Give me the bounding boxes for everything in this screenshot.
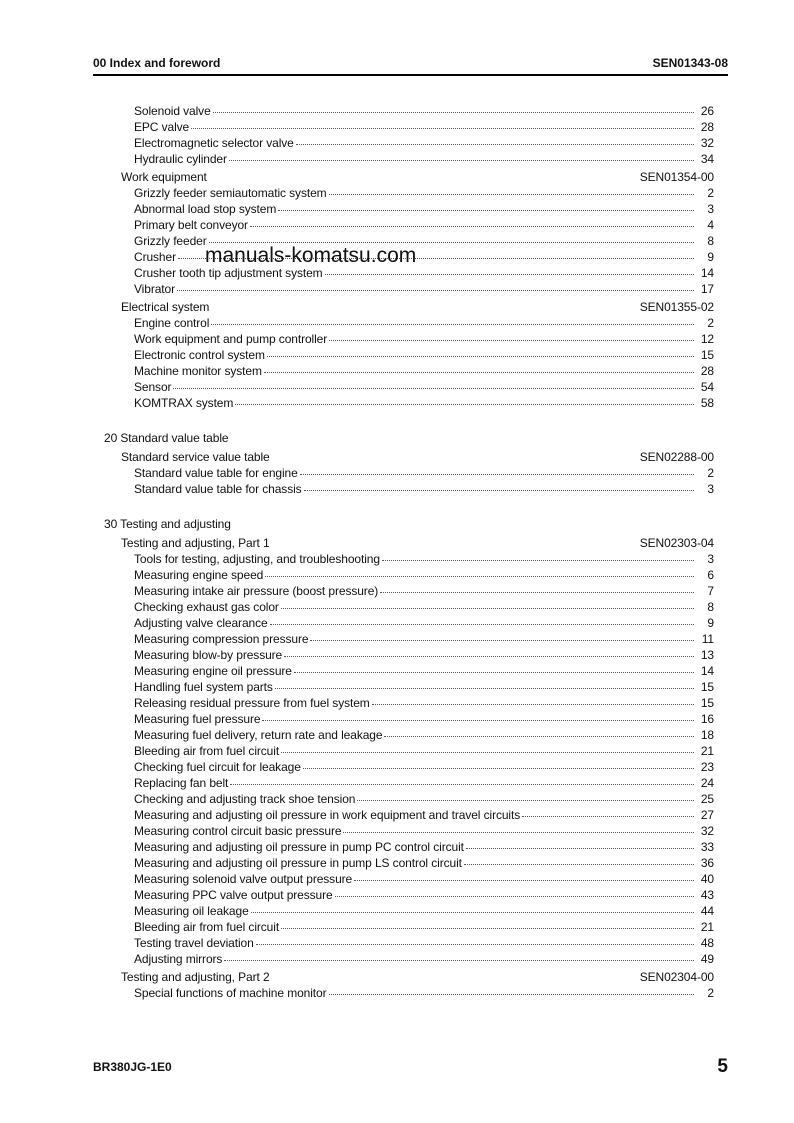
watermark: manuals-komatsu.com [205, 244, 417, 267]
toc-page-number: 13 [700, 648, 714, 662]
toc-entry[interactable] [104, 631, 714, 647]
toc-page-number: 23 [700, 760, 714, 774]
toc-page-number: 9 [707, 250, 714, 264]
toc-page-number: 17 [700, 282, 714, 296]
page-header [93, 53, 728, 73]
toc-label: Replacing fan belt [134, 776, 229, 790]
toc-entry[interactable] [104, 103, 714, 119]
toc-label: Measuring engine speed [134, 568, 264, 582]
toc-label: Special functions of machine monitor [134, 986, 327, 1000]
toc-page-number: 2 [707, 316, 714, 330]
toc-page-number: 54 [700, 380, 714, 394]
toc-entry[interactable] [104, 663, 714, 679]
toc-label: Crusher [134, 250, 176, 264]
toc-entry[interactable] [104, 887, 714, 903]
toc-label: Sensor [134, 380, 172, 394]
toc-page-number: 49 [700, 952, 714, 966]
dot-leader [522, 816, 694, 817]
dot-leader [275, 688, 694, 689]
toc-document-code: SEN02288-00 [639, 450, 714, 464]
toc-label: Testing and adjusting, Part 2 [121, 970, 270, 984]
toc-page-number: 40 [700, 872, 714, 886]
toc-page-number: 12 [700, 332, 714, 346]
toc-label: KOMTRAX system [134, 396, 234, 410]
toc-entry[interactable] [104, 807, 714, 823]
toc-label: Grizzly feeder semiautomatic system [134, 186, 327, 200]
chapter-title: 00 Index and foreword [93, 56, 221, 70]
toc-entry[interactable] [104, 791, 714, 807]
toc-section [104, 299, 714, 315]
dot-leader [230, 784, 694, 785]
toc-page-number: 16 [700, 712, 714, 726]
dot-leader [357, 800, 694, 801]
toc-page-number: 11 [701, 632, 714, 646]
toc-page-number: 9 [707, 616, 714, 630]
toc-section [104, 535, 714, 551]
toc-label: Primary belt conveyor [134, 218, 248, 232]
toc-page-number: 28 [700, 364, 714, 378]
dot-leader [177, 290, 694, 291]
toc-label: Testing travel deviation [134, 936, 254, 950]
toc-chapter [104, 516, 714, 532]
toc-page-number: 36 [700, 856, 714, 870]
toc-page-number: 33 [700, 840, 714, 854]
toc-label: Electrical system [121, 300, 210, 314]
toc-label: Work equipment and pump controller [134, 332, 328, 346]
toc-entry[interactable] [104, 679, 714, 695]
toc-label: Measuring fuel delivery, return rate and leakage [134, 728, 383, 742]
toc-page-number: 8 [707, 234, 714, 248]
toc-page-number: 26 [700, 104, 714, 118]
toc-page-number: 15 [700, 696, 714, 710]
toc-page-number: 3 [707, 482, 714, 496]
toc-document-code: SEN02304-00 [639, 970, 714, 984]
toc-label: Measuring intake air pressure (boost pressure) [134, 584, 379, 598]
dot-leader [303, 768, 694, 769]
toc-entry[interactable] [104, 743, 714, 759]
toc-entry[interactable] [104, 823, 714, 839]
toc-entry[interactable] [104, 919, 714, 935]
dot-leader [256, 944, 694, 945]
dot-leader [264, 372, 694, 373]
toc-entry[interactable] [104, 331, 714, 347]
toc-entry[interactable] [104, 647, 714, 663]
toc-entry[interactable] [104, 855, 714, 871]
dot-leader [267, 356, 694, 357]
toc-entry[interactable] [104, 281, 714, 297]
toc-section [104, 169, 714, 185]
toc-label: Measuring engine oil pressure [134, 664, 292, 678]
toc-label: Testing and adjusting, Part 1 [121, 536, 270, 550]
dot-leader [278, 210, 694, 211]
dot-leader [229, 160, 694, 161]
dot-leader [235, 404, 694, 405]
toc-document-code: SEN01355-02 [639, 300, 714, 314]
toc-label: Vibrator [134, 282, 176, 296]
toc-page-number: 44 [700, 904, 714, 918]
toc-section [104, 449, 714, 465]
dot-leader [294, 672, 694, 673]
dot-leader [211, 324, 694, 325]
toc-page-number: 27 [700, 808, 714, 822]
dot-leader [213, 112, 694, 113]
dot-leader [251, 912, 694, 913]
dot-leader [329, 194, 694, 195]
toc-label: Abnormal load stop system [134, 202, 277, 216]
toc-label: Crusher tooth tip adjustment system [134, 266, 323, 280]
toc-label: Bleeding air from fuel circuit [134, 920, 280, 934]
dot-leader [173, 388, 694, 389]
toc-label: Adjusting valve clearance [134, 616, 268, 630]
toc-entry[interactable] [104, 695, 714, 711]
toc-page-number: 28 [700, 120, 714, 134]
toc-entry[interactable] [104, 315, 714, 331]
toc-entry[interactable] [104, 363, 714, 379]
toc-entry[interactable] [104, 119, 714, 135]
toc-label: Measuring compression pressure [134, 632, 309, 646]
toc-page-number: 2 [707, 466, 714, 480]
toc-label: EPC valve [134, 120, 190, 134]
toc-chapter [104, 430, 714, 446]
toc-entry[interactable] [104, 727, 714, 743]
toc-entry[interactable] [104, 759, 714, 775]
toc-page-number: 3 [707, 202, 714, 216]
dot-leader [310, 640, 694, 641]
toc-entry[interactable] [104, 951, 714, 967]
toc-label: Electronic control system [134, 348, 265, 362]
toc-page-number: 25 [700, 792, 714, 806]
toc-entry[interactable] [104, 839, 714, 855]
toc-label: Releasing residual pressure from fuel system [134, 696, 370, 710]
dot-leader [335, 896, 694, 897]
toc-label: Checking exhaust gas color [134, 600, 279, 614]
toc-label: Measuring solenoid valve output pressure [134, 872, 353, 886]
dot-leader [329, 994, 694, 995]
dot-leader [300, 474, 694, 475]
toc-label: Engine control [134, 316, 210, 330]
dot-leader [281, 752, 694, 753]
toc-label: Measuring and adjusting oil pressure in pump LS control circuit [134, 856, 462, 870]
dot-leader [464, 864, 694, 865]
toc-entry[interactable] [104, 711, 714, 727]
dot-leader [372, 704, 694, 705]
toc-page-number: 21 [700, 920, 714, 934]
dot-leader [270, 624, 694, 625]
toc-entry[interactable] [104, 775, 714, 791]
toc-entry[interactable] [104, 903, 714, 919]
dot-leader [384, 736, 694, 737]
toc-page-number: 58 [700, 396, 714, 410]
dot-leader [304, 490, 694, 491]
toc-entry[interactable] [104, 217, 714, 233]
toc-label: 30 Testing and adjusting [104, 517, 231, 531]
dot-leader [265, 576, 694, 577]
toc-label: Standard value table for chassis [134, 482, 302, 496]
toc-entry[interactable] [104, 551, 714, 567]
toc-entry[interactable] [104, 935, 714, 951]
toc-label: Standard service value table [121, 450, 270, 464]
dot-leader [354, 880, 694, 881]
toc-page-number: 32 [700, 136, 714, 150]
toc-label: 20 Standard value table [104, 431, 229, 445]
toc-entry[interactable] [104, 347, 714, 363]
dot-leader [296, 144, 694, 145]
toc-page-number: 34 [700, 152, 714, 166]
dot-leader [281, 608, 694, 609]
toc-label: Measuring oil leakage [134, 904, 249, 918]
toc-label: Checking and adjusting track shoe tension [134, 792, 356, 806]
toc-page-number: 14 [700, 664, 714, 678]
toc-label: Measuring control circuit basic pressure [134, 824, 342, 838]
toc-label: Work equipment [121, 170, 207, 184]
toc-label: Measuring and adjusting oil pressure in pump PC control circuit [134, 840, 464, 854]
page-number: 5 [717, 1056, 728, 1077]
toc-page-number: 48 [700, 936, 714, 950]
toc-page-number: 15 [700, 348, 714, 362]
toc-section [104, 969, 714, 985]
dot-leader [284, 656, 694, 657]
toc-document-code: SEN01354-00 [639, 170, 714, 184]
toc-entry[interactable] [104, 985, 714, 1001]
document-code: SEN01343-08 [652, 56, 728, 70]
dot-leader [466, 848, 694, 849]
dot-leader [250, 226, 694, 227]
toc-page-number: 2 [707, 186, 714, 200]
toc-page-number: 4 [707, 218, 714, 232]
toc-label: Electromagnetic selector valve [134, 136, 294, 150]
toc-entry[interactable] [104, 185, 714, 201]
toc-page-number: 18 [700, 728, 714, 742]
toc-page-number: 43 [700, 888, 714, 902]
toc-entry[interactable] [104, 151, 714, 167]
toc-label: Handling fuel system parts [134, 680, 273, 694]
toc-entry[interactable] [104, 395, 714, 411]
toc-entry[interactable] [104, 615, 714, 631]
footer-model-code: BR380JG-1E0 [93, 1060, 172, 1074]
toc-document-code: SEN02303-04 [639, 536, 714, 550]
toc-label: Machine monitor system [134, 364, 262, 378]
dot-leader [329, 340, 694, 341]
toc-page-number: 8 [707, 600, 714, 614]
toc-entry[interactable] [104, 465, 714, 481]
toc-page-number: 15 [700, 680, 714, 694]
toc-label: Standard value table for engine [134, 466, 298, 480]
toc-entry[interactable] [104, 481, 714, 497]
toc-entry[interactable] [104, 379, 714, 395]
toc-label: Measuring and adjusting oil pressure in work equipment and travel circuits [134, 808, 521, 822]
toc-entry[interactable] [104, 135, 714, 151]
toc-page-number: 6 [707, 568, 714, 582]
dot-leader [382, 560, 694, 561]
toc-entry[interactable] [104, 583, 714, 599]
dot-leader [224, 960, 694, 961]
toc-label: Adjusting mirrors [134, 952, 223, 966]
dot-leader [343, 832, 694, 833]
dot-leader [209, 242, 694, 243]
toc-label: Hydraulic cylinder [134, 152, 227, 166]
toc-entry[interactable] [104, 201, 714, 217]
toc-label: Bleeding air from fuel circuit [134, 744, 280, 758]
toc-label: Grizzly feeder [134, 234, 207, 248]
toc-entry[interactable] [104, 567, 714, 583]
toc-page-number: 2 [707, 986, 714, 1000]
dot-leader [380, 592, 694, 593]
toc-page-number: 3 [707, 552, 714, 566]
toc-page-number: 7 [707, 584, 714, 598]
toc-page-number: 32 [700, 824, 714, 838]
toc-entry[interactable] [104, 599, 714, 615]
dot-leader [191, 128, 694, 129]
dot-leader [325, 274, 694, 275]
toc-page-number: 21 [700, 744, 714, 758]
toc-page-number: 14 [700, 266, 714, 280]
toc-label: Measuring fuel pressure [134, 712, 261, 726]
toc-label: Solenoid valve [134, 104, 211, 118]
dot-leader [281, 928, 694, 929]
toc-label: Checking fuel circuit for leakage [134, 760, 301, 774]
toc-label: Measuring blow-by pressure [134, 648, 283, 662]
toc-label: Measuring PPC valve output pressure [134, 888, 333, 902]
dot-leader [262, 720, 694, 721]
toc-label: Tools for testing, adjusting, and troubleshooting [134, 552, 380, 566]
header-rule [93, 74, 728, 76]
toc-page-number: 24 [700, 776, 714, 790]
table-of-contents [104, 103, 714, 1001]
toc-entry[interactable] [104, 871, 714, 887]
